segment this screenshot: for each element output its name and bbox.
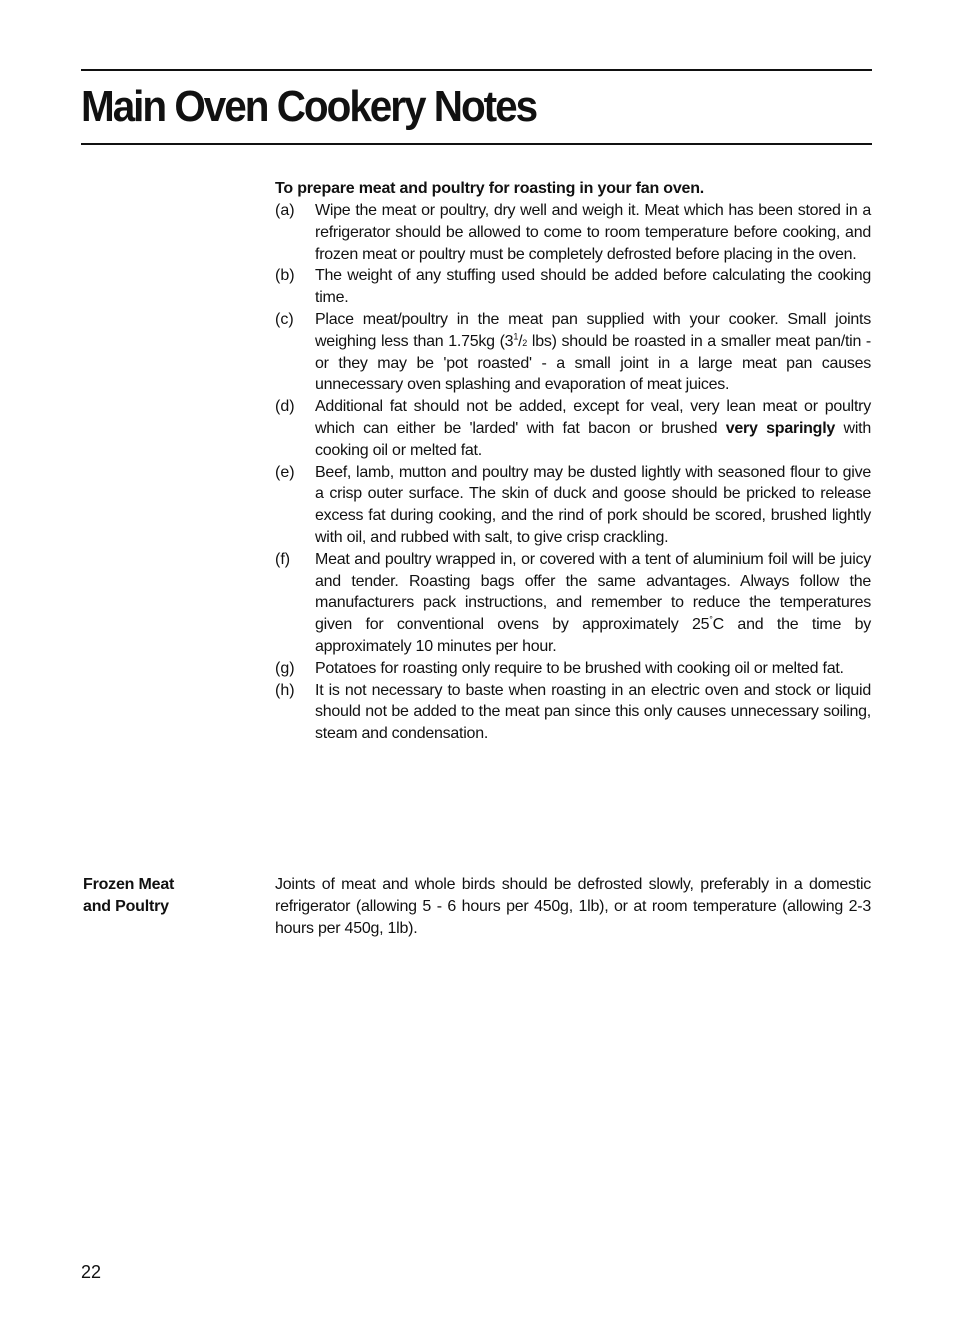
item-text: Beef, lamb, mutton and poultry may be dusted lightly with seasoned flour to give a crisp outer surface. The skin of duck and goose should be pricked to release excess fat during cooking, and the rind of pork should be scored, brushed lightly with oil, and rubbed with salt, to give crisp crackling. [315,463,871,546]
item-text: Wipe the meat or poultry, dry well and weigh it. Meat which has been stored in a refrigerator should be allowed to come to room temperature before cooking, and frozen meat or poultry must be completely defrosted before placing in the oven. [315,202,871,263]
item-letter: (d) [275,398,295,416]
item-text [315,309,871,396]
item-letter: (g) [275,659,295,677]
list-item [275,680,871,745]
item-text: The weight of any stuffing used should be added before calculating the cooking time. [315,267,871,307]
page-title: Main Oven Cookery Notes [81,82,537,131]
title-bottom-rule [81,143,872,145]
frozen-label-line: Frozen Meat [83,876,175,893]
item-letter: (f) [275,550,291,568]
item-text-part: Place meat/poultry in the meat pan supplied with your cooker. Small joints weighing less than 1.75kg (3 [315,310,871,350]
page-number: 22 [81,1262,102,1282]
fraction-numerator: 1 [513,331,519,342]
item-letter: (a) [275,202,295,219]
item-text [315,396,871,461]
item-letter: (h) [275,681,295,699]
list-item [275,549,871,658]
item-text-part: Additional fat should not be added, except for veal, very lean meat or poultry which can either be 'larded' with fat bacon or brushed [315,398,871,437]
list-item [275,265,871,309]
item-text-part: with cooking oil or melted fat. [315,419,871,459]
list-item [275,396,871,461]
list-item [275,658,871,680]
list-item [275,309,871,396]
item-text: Potatoes for roasting only require to be brushed with cooking oil or melted fat. [315,659,844,677]
item-letter: (e) [275,463,295,481]
roasting-heading: To prepare meat and poultry for roasting in your fan oven. [275,180,705,197]
degree-symbol: ° [709,614,713,625]
item-text: It is not necessary to baste when roasting in an electric oven and stock or liquid should not be added to the meat pan since this only causes unnecessary soiling, steam and condensation. [315,681,871,743]
fraction-denominator: 2 [522,337,528,348]
frozen-section-label [83,874,253,918]
list-item [275,462,871,549]
roasting-section [275,178,871,745]
fraction-separator: / [518,332,523,350]
frozen-section-text: Joints of meat and whole birds should be defrosted slowly, preferably in a domestic refrigerator (allowing 5 - 6 hours per 450g, 1lb), or at room temperature (allowing 2-3 hours per 450g, 1lb). [275,876,871,937]
list-item [275,200,871,265]
item-letter: (b) [275,267,295,285]
item-text-part: Meat and poultry wrapped in, or covered with a tent of aluminium foil will be juicy and tender. Roasting bags offer the same advantages. Always follow the manufacturers pack instructions, and remember to reduce the temperatures given for conventional ovens by approximately 25 [315,550,871,634]
item-text [315,549,871,658]
frozen-label-line: and Poultry [83,898,169,915]
roasting-steps-list [275,200,871,745]
title-top-rule [81,69,872,71]
item-text-part: C and the time by approximately 10 minutes per hour. [315,616,871,655]
emphasis-text: very sparingly [725,419,836,437]
item-text-part: lbs) should be roasted in a smaller meat pan/tin - or they may be 'pot roasted' - a small joint in a large meat pan causes unnecessary oven splashing and evaporation of meat juices. [315,332,872,394]
item-letter: (c) [275,310,294,328]
